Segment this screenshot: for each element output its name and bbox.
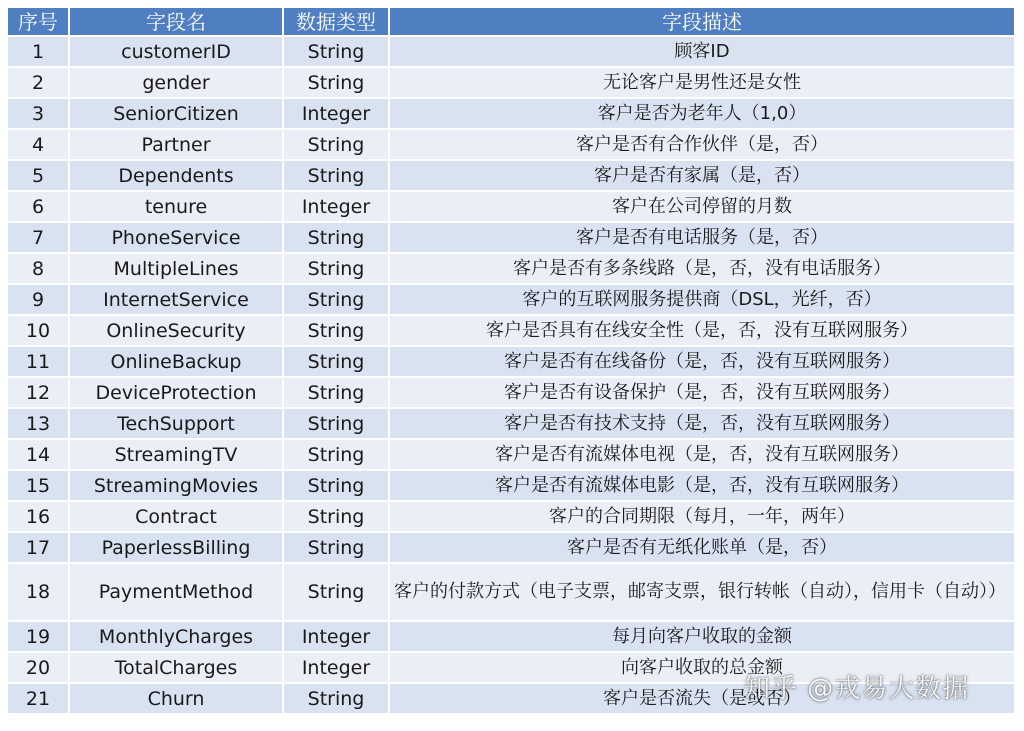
field-name-cell: Churn [70,684,284,715]
field-description-table [8,8,1016,715]
data-type-cell: String [284,285,390,316]
row-index-cell: 14 [8,440,70,471]
field-name-cell: SeniorCitizen [70,99,284,130]
table-row [8,471,1016,502]
data-type-cell: String [284,533,390,564]
table-row [8,37,1016,68]
table-row [8,130,1016,161]
field-name-cell: StreamingTV [70,440,284,471]
table-row [8,502,1016,533]
field-name-cell: MultipleLines [70,254,284,285]
data-type-cell: String [284,440,390,471]
data-type-cell: Integer [284,192,390,223]
description-cell: 客户是否有流媒体电影（是，否，没有互联网服务） [390,471,1016,502]
data-type-cell: String [284,161,390,192]
table-row [8,622,1016,653]
row-index-cell: 12 [8,378,70,409]
table-row [8,254,1016,285]
description-cell: 顾客ID [390,37,1016,68]
data-type-cell: Integer [284,99,390,130]
field-name-cell: InternetService [70,285,284,316]
table-row [8,68,1016,99]
data-type-cell: String [284,502,390,533]
field-name-cell: MonthlyCharges [70,622,284,653]
data-type-cell: String [284,316,390,347]
row-index-cell: 7 [8,223,70,254]
row-index-cell: 16 [8,502,70,533]
description-cell: 客户是否有电话服务（是，否） [390,223,1016,254]
row-index-cell: 10 [8,316,70,347]
data-type-cell: String [284,471,390,502]
header-field-name: 字段名 [70,8,284,37]
row-index-cell: 3 [8,99,70,130]
field-name-cell: PaymentMethod [70,564,284,622]
row-index-cell: 20 [8,653,70,684]
row-index-cell: 19 [8,622,70,653]
field-name-cell: customerID [70,37,284,68]
table-row [8,409,1016,440]
description-cell: 客户是否有流媒体电视（是，否，没有互联网服务） [390,440,1016,471]
header-description: 字段描述 [390,8,1016,37]
field-name-cell: Dependents [70,161,284,192]
description-cell: 客户是否有设备保护（是，否，没有互联网服务） [390,378,1016,409]
data-type-cell: String [284,564,390,622]
description-cell: 客户是否为老年人（1,0） [390,99,1016,130]
table-row [8,161,1016,192]
data-type-cell: String [284,684,390,715]
row-index-cell: 11 [8,347,70,378]
field-name-cell: gender [70,68,284,99]
data-type-cell: Integer [284,622,390,653]
table-row [8,533,1016,564]
data-type-cell: String [284,37,390,68]
table-row [8,564,1016,622]
field-name-cell: Partner [70,130,284,161]
data-type-cell: Integer [284,653,390,684]
field-name-cell: OnlineSecurity [70,316,284,347]
table-row [8,378,1016,409]
field-name-cell: OnlineBackup [70,347,284,378]
description-cell: 无论客户是男性还是女性 [390,68,1016,99]
field-name-cell: PhoneService [70,223,284,254]
table-row [8,285,1016,316]
table-row [8,440,1016,471]
data-type-cell: String [284,254,390,285]
data-type-cell: String [284,68,390,99]
description-cell: 客户是否有技术支持（是，否，没有互联网服务） [390,409,1016,440]
table-body [8,37,1016,715]
table-header-row [8,8,1016,37]
description-cell: 每月向客户收取的金额 [390,622,1016,653]
field-name-cell: Contract [70,502,284,533]
description-cell: 客户的付款方式（电子支票，邮寄支票，银行转帐（自动），信用卡（自动）） [390,564,1016,622]
data-type-cell: String [284,130,390,161]
table-row [8,223,1016,254]
description-cell: 向客户收取的总金额 [390,653,1016,684]
header-data-type: 数据类型 [284,8,390,37]
row-index-cell: 13 [8,409,70,440]
field-name-cell: TechSupport [70,409,284,440]
table-row [8,192,1016,223]
field-name-cell: StreamingMovies [70,471,284,502]
description-cell: 客户是否流失（是或否） [390,684,1016,715]
row-index-cell: 9 [8,285,70,316]
header-index: 序号 [8,8,70,37]
row-index-cell: 18 [8,564,70,622]
description-cell: 客户的合同期限（每月，一年，两年） [390,502,1016,533]
description-cell: 客户在公司停留的月数 [390,192,1016,223]
data-type-cell: String [284,347,390,378]
description-cell: 客户的互联网服务提供商（DSL，光纤，否） [390,285,1016,316]
data-type-cell: String [284,409,390,440]
row-index-cell: 1 [8,37,70,68]
field-name-cell: tenure [70,192,284,223]
table-row [8,347,1016,378]
row-index-cell: 5 [8,161,70,192]
row-index-cell: 17 [8,533,70,564]
description-cell: 客户是否有多条线路（是，否，没有电话服务） [390,254,1016,285]
table-row [8,99,1016,130]
description-cell: 客户是否具有在线安全性（是，否，没有互联网服务） [390,316,1016,347]
watermark: 知乎 @戎易大数据 [744,674,970,704]
description-cell: 客户是否有在线备份（是，否，没有互联网服务） [390,347,1016,378]
table-row [8,316,1016,347]
row-index-cell: 2 [8,68,70,99]
row-index-cell: 4 [8,130,70,161]
description-cell: 客户是否有无纸化账单（是，否） [390,533,1016,564]
row-index-cell: 15 [8,471,70,502]
description-cell: 客户是否有合作伙伴（是，否） [390,130,1016,161]
description-cell: 客户是否有家属（是，否） [390,161,1016,192]
field-name-cell: PaperlessBilling [70,533,284,564]
row-index-cell: 6 [8,192,70,223]
row-index-cell: 21 [8,684,70,715]
data-type-cell: String [284,378,390,409]
field-name-cell: DeviceProtection [70,378,284,409]
field-name-cell: TotalCharges [70,653,284,684]
row-index-cell: 8 [8,254,70,285]
data-type-cell: String [284,223,390,254]
